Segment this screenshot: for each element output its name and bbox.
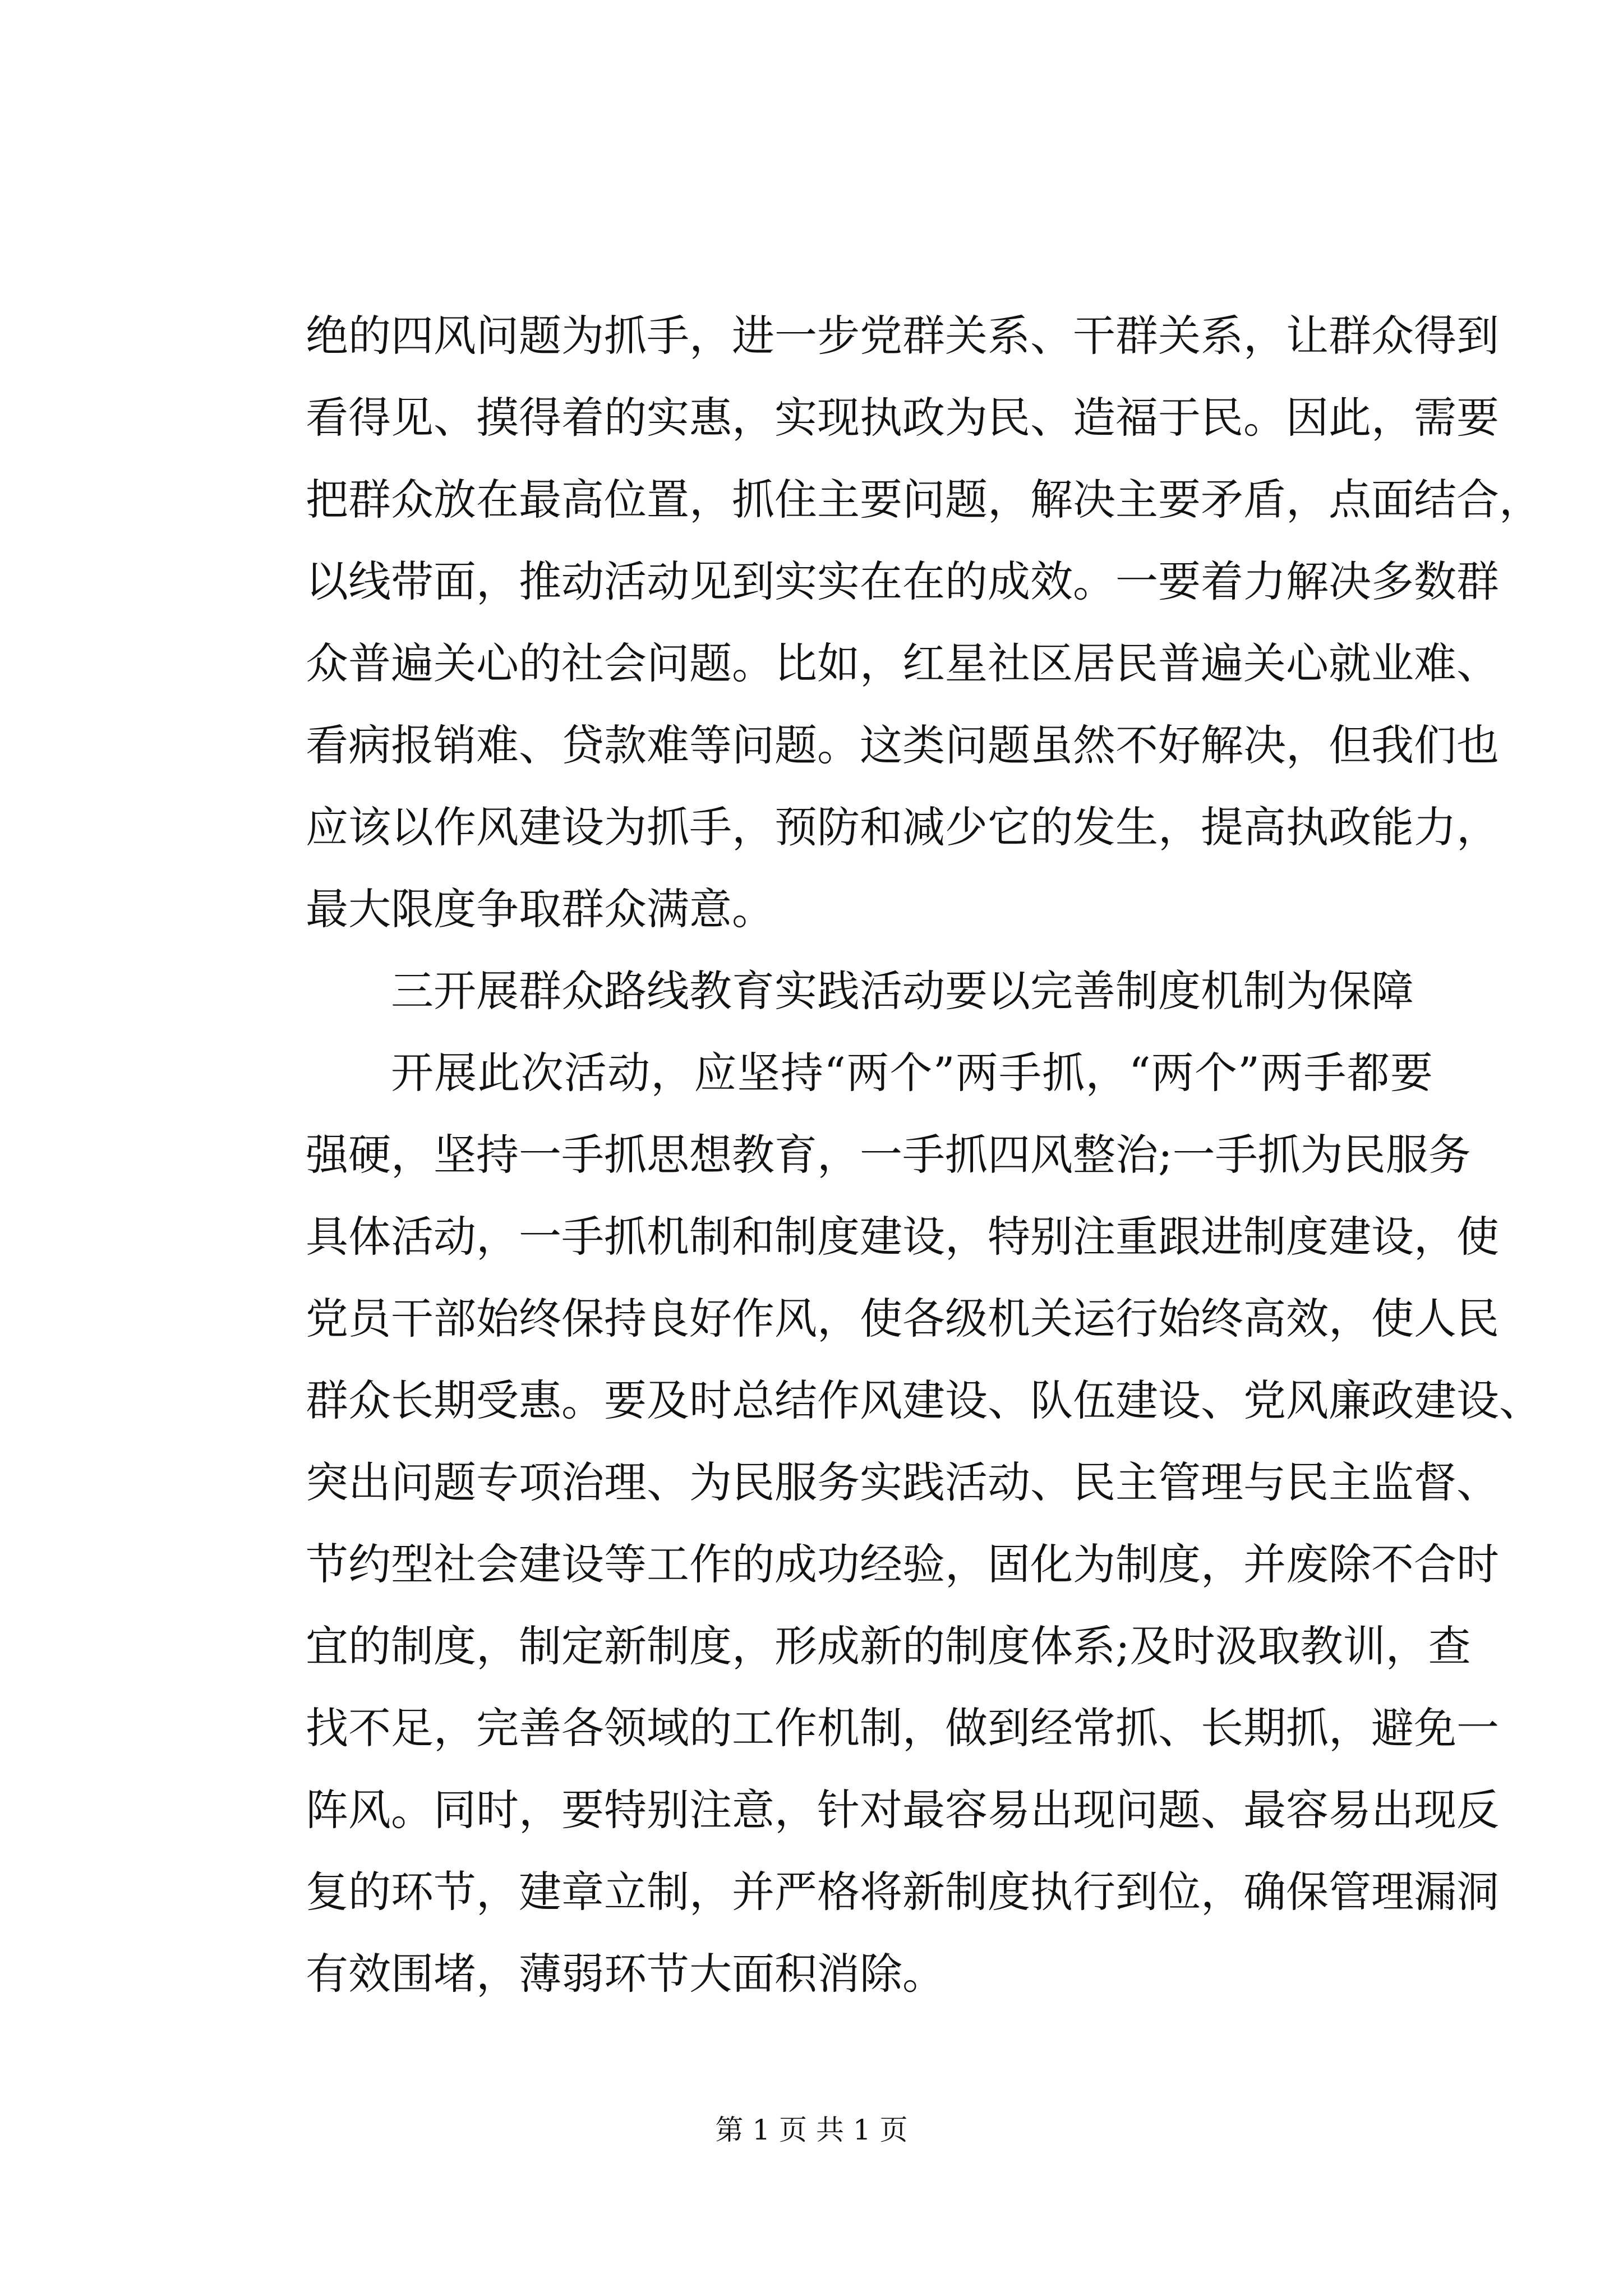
text-line: 开展此次活动，应坚持“两个”两手抓，“两个”两手都要 (391, 1048, 1433, 1098)
text-line: 节约型社会建设等工作的成功经验，固化为制度，并废除不合时 (306, 1539, 1499, 1589)
page-number-footer: 第 1 页 共 1 页 (715, 2114, 908, 2146)
text-line: 强硬，坚持一手抓思想教育，一手抓四风整治;一手抓为民服务 (306, 1130, 1471, 1180)
document-body (306, 295, 1542, 2015)
text-line: 看得见、摸得着的实惠，实现执政为民、造福于民。因此，需要 (306, 393, 1499, 443)
text-line: 以线带面，推动活动见到实实在在的成效。一要着力解决多数群 (306, 556, 1499, 606)
text-line: 众普遍关心的社会问题。比如，红星社区居民普遍关心就业难、 (306, 638, 1499, 688)
text-line: 具体活动，一手抓机制和制度建设，特别注重跟进制度建设，使 (306, 1212, 1499, 1262)
paragraph-1 (306, 295, 1542, 950)
text-line: 把群众放在最高位置，抓住主要问题，解决主要矛盾，点面结合， (306, 475, 1542, 524)
text-line: 复的环节，建章立制，并严格将新制度执行到位，确保管理漏洞 (306, 1867, 1499, 1917)
text-line: 党员干部始终保持良好作风，使各级机关运行始终高效，使人民 (306, 1294, 1499, 1343)
text-line: 有效围堵，薄弱环节大面积消除。 (306, 1949, 945, 1999)
text-line: 最大限度争取群众满意。 (306, 884, 774, 934)
text-line: 突出问题专项治理、为民服务实践活动、民主管理与民主监督、 (306, 1457, 1499, 1507)
text-line: 找不足，完善各领域的工作机制，做到经常抓、长期抓，避免一 (306, 1703, 1499, 1753)
text-line: 应该以作风建设为抓手，预防和减少它的发生，提高执政能力， (306, 802, 1499, 852)
text-line: 宜的制度，制定新制度，形成新的制度体系;及时汲取教训，查 (306, 1621, 1471, 1671)
text-line: 绝的四风问题为抓手，进一步党群关系、干群关系，让群众得到 (306, 311, 1499, 361)
text-line: 群众长期受惠。要及时总结作风建设、队伍建设、党风廉政建设、 (306, 1375, 1542, 1425)
text-line: 看病报销难、贷款难等问题。这类问题虽然不好解决，但我们也 (306, 720, 1499, 770)
text-line: 阵风。同时，要特别注意，针对最容易出现问题、最容易出现反 (306, 1785, 1499, 1835)
paragraph-2 (306, 1032, 1542, 2015)
section-heading: 三开展群众路线教育实践活动要以完善制度机制为保障 (391, 966, 1414, 1016)
